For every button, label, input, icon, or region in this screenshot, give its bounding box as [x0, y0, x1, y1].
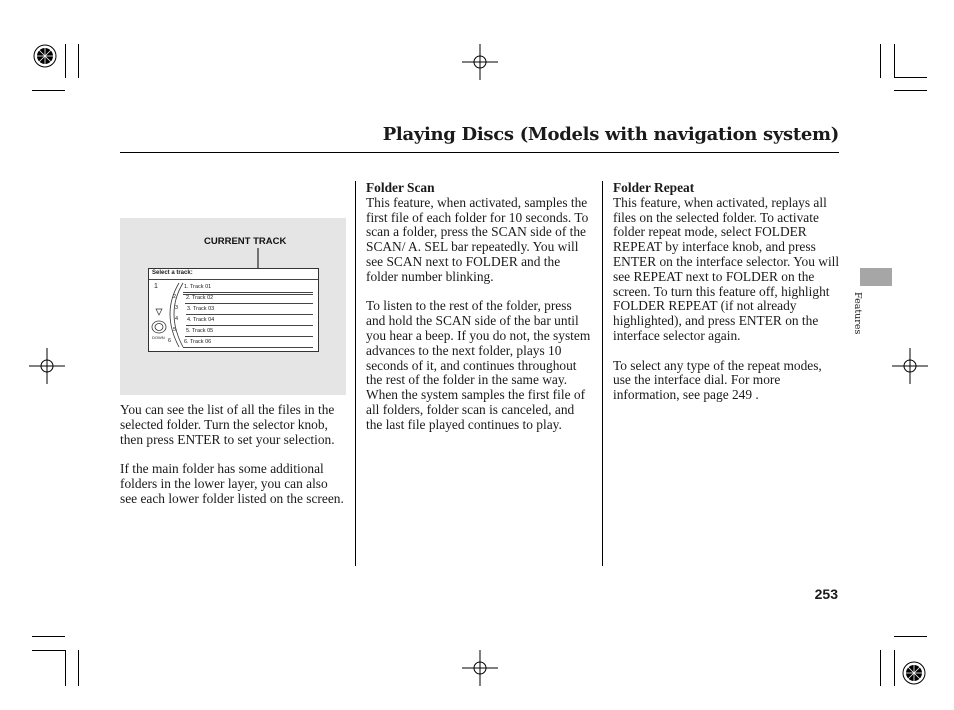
title-divider [120, 152, 839, 153]
body-paragraph: If the main folder has some additional folders in the lower layer, you can also see each lower folder listed on the screen. [120, 461, 344, 506]
column-3 [613, 181, 840, 418]
track-list-screen: Select a track: 1 2 3 4 5 6 DOWN 1. Track 01 2. Track 02 3. Track 03 4. Track 04 5. Track 05 6. Track 06 [148, 268, 319, 352]
screen-heading: Select a track: [152, 270, 193, 276]
section-heading: Folder Repeat [613, 180, 695, 195]
column-2 [366, 181, 592, 447]
track-item[interactable]: 6. Track 06 [184, 339, 212, 345]
body-paragraph: To listen to the rest of the folder, press and hold the SCAN side of the bar until you hear a beep. If you do not, the system advances to the next folder, plays 10 seconds of it, and continues throughout the rest of the folder in the same way. When the system samples the first file of all folders, folder scan is canceled, and the last file played continues to play. [366, 298, 591, 432]
section-tab [860, 268, 892, 286]
body-paragraph: This feature, when activated, replays all files on the selected folder. To activate folder repeat mode, select FOLDER REPEAT by interface knob, and press ENTER on the interface selector. You will see REPEAT next to FOLDER on the screen. To turn this feature off, highlight FOLDER REPEAT (if not already highlighted), and press ENTER on the interface selector again. [613, 194, 840, 343]
track-item[interactable]: 3. Track 03 [187, 306, 215, 312]
track-item[interactable]: 1. Track 01 [184, 284, 212, 290]
column-1 [120, 403, 348, 521]
section-heading: Folder Scan [366, 180, 435, 195]
track-item[interactable]: 2. Track 02 [186, 295, 214, 301]
sunburst-mark-bottom-right [903, 662, 925, 684]
big-number-label: 1 [154, 283, 158, 290]
body-paragraph: To select any type of the repeat modes, use the interface dial. For more information, see page 249 . [613, 357, 822, 403]
current-track-callout: CURRENT TRACK [204, 236, 287, 247]
body-paragraph: You can see the list of all the files in the selected folder. Turn the selector knob, then press ENTER to set your selection. [120, 402, 335, 447]
page-title: Playing Discs (Models with navigation system) [382, 124, 839, 145]
page-number: 253 [814, 586, 838, 602]
column-divider [602, 181, 603, 566]
track-list-figure [120, 218, 346, 395]
track-item[interactable]: 5. Track 05 [186, 328, 214, 334]
knob-down-label: DOWN [152, 335, 165, 340]
column-divider [355, 181, 356, 566]
section-label: Features [852, 292, 863, 335]
body-paragraph: This feature, when activated, samples the first file of each folder for 10 seconds. To scan a folder, press the SCAN side of the SCAN/ A. SEL bar repeatedly. You will see SCAN next to FOLDER and the folder number blinking. [366, 194, 589, 284]
sunburst-mark-top-left [34, 45, 56, 67]
track-item[interactable]: 4. Track 04 [187, 317, 215, 323]
